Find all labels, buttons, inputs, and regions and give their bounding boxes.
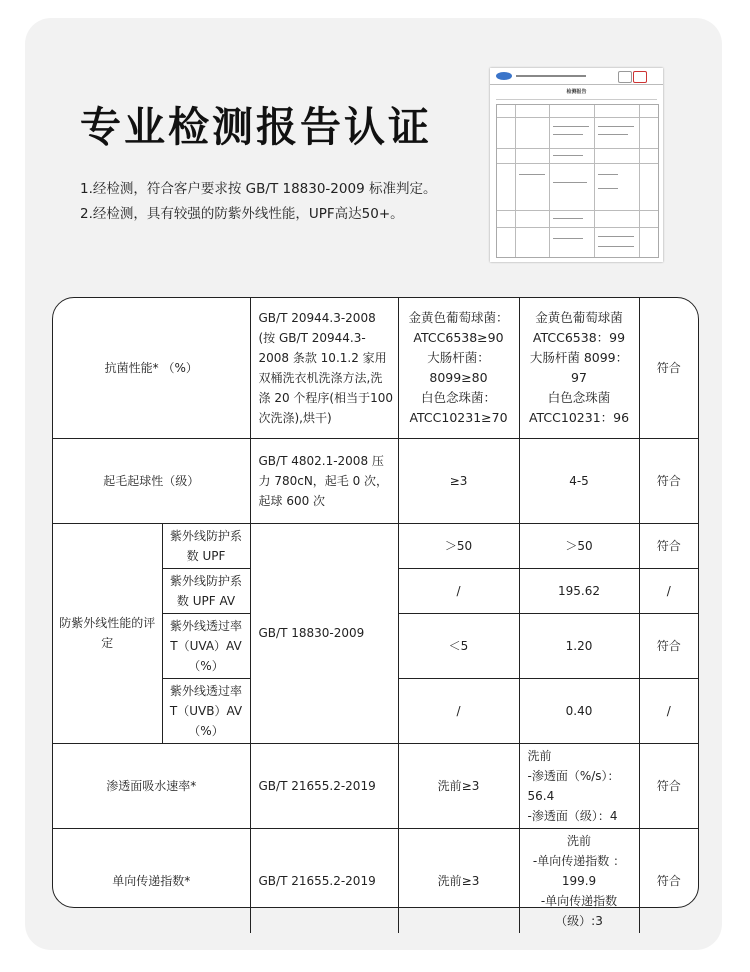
- test-requirement: 洗前≥3: [398, 828, 519, 933]
- test-verdict: /: [639, 678, 698, 743]
- test-subitem: 紫外线透过率 T（UVB）AV（%）: [162, 678, 250, 743]
- test-standard: GB/T 21655.2-2019: [250, 743, 398, 828]
- test-subitem: 紫外线防护系数 UPF: [162, 523, 250, 568]
- summary-point-2: 2.经检测，具有较强的防紫外线性能，UPF高达50+。: [80, 206, 404, 222]
- certification-badge-icon: [633, 71, 647, 83]
- test-standard: GB/T 21655.2-2019: [250, 828, 398, 933]
- test-item: 渗透面吸水速率*: [53, 743, 250, 828]
- test-requirement: ≥3: [398, 438, 519, 523]
- test-item: 单向传递指数*: [53, 828, 250, 933]
- report-thumbnail-title: 检测报告: [566, 89, 587, 95]
- test-results-table: [52, 297, 699, 928]
- test-standard: GB/T 18830-2009: [250, 523, 398, 743]
- test-verdict: 符合: [639, 523, 698, 568]
- page-title: 专业检测报告认证: [80, 103, 432, 151]
- test-requirement: /: [398, 678, 519, 743]
- test-result: 4-5: [519, 438, 639, 523]
- test-requirement: ＜5: [398, 613, 519, 678]
- test-item: 起毛起球性（级）: [53, 438, 250, 523]
- test-result: 0.40: [519, 678, 639, 743]
- test-result: 195.62: [519, 568, 639, 613]
- test-verdict: 符合: [639, 298, 698, 438]
- test-standard: GB/T 4802.1-2008 压力 780cN，起毛 0 次，起球 600 次: [250, 438, 398, 523]
- test-requirement: 金黄色葡萄球菌： ATCC6538≥90 大肠杆菌：8099≥80 白色念珠菌： ATCC10231≥70: [398, 298, 519, 438]
- report-table-preview: [496, 104, 659, 258]
- table-row-absorption: [53, 743, 698, 828]
- report-header: [490, 68, 663, 85]
- lab-logo-icon: [496, 72, 512, 80]
- test-verdict: /: [639, 568, 698, 613]
- test-verdict: 符合: [639, 438, 698, 523]
- test-item: 抗菌性能* （%）: [53, 298, 250, 438]
- test-requirement: 洗前≥3: [398, 743, 519, 828]
- test-requirement: /: [398, 568, 519, 613]
- test-result: 洗前 -渗透面（%/s）： 56.4 -渗透面（级）：4: [519, 743, 639, 828]
- test-subitem: 紫外线防护系数 UPF AV: [162, 568, 250, 613]
- summary-point-1: 1.经检测，符合客户要求按 GB/T 18830-2009 标准判定。: [80, 181, 437, 197]
- test-verdict: 符合: [639, 828, 698, 933]
- test-requirement: ＞50: [398, 523, 519, 568]
- test-standard: GB/T 20944.3-2008 (按 GB/T 20944.3-2008 条款 10.1.2 家用双桶洗衣机洗涤方法,洗涤 20 个程序(相当于100次洗涤),烘干): [250, 298, 398, 438]
- table-row-antibacterial: [53, 298, 698, 438]
- test-result: 金黄色葡萄球菌 ATCC6538：99 大肠杆菌 8099：97 白色念珠菌 ATCC10231：96: [519, 298, 639, 438]
- test-result: 1.20: [519, 613, 639, 678]
- test-result: 洗前 -单向传递指数 ： 199.9 -单向传递指数 （级）:3: [519, 828, 639, 933]
- test-item: 防紫外线性能的评定: [53, 523, 162, 743]
- test-verdict: 符合: [639, 743, 698, 828]
- test-verdict: 符合: [639, 613, 698, 678]
- accreditation-badge-icon: [618, 71, 632, 83]
- table-row-pilling: [53, 438, 698, 523]
- table-row-uv-upf: [53, 523, 698, 568]
- report-thumbnail: [490, 68, 663, 262]
- test-result: ＞50: [519, 523, 639, 568]
- table-row-transfer: [53, 828, 698, 933]
- test-subitem: 紫外线透过率 T（UVA）AV（%）: [162, 613, 250, 678]
